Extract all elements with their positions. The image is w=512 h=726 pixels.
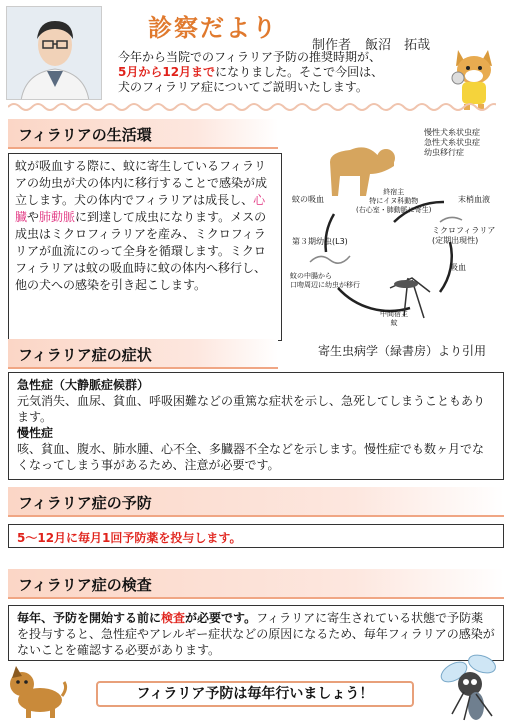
diagram-suck: 吸血 xyxy=(450,263,466,272)
test-text: フィラリアに寄生されている状態で予防薬を投与すると、急性症やアレルギー症状などの原因になるため、毎年フィラリアの感染がないことを確認する必要があります。 xyxy=(17,611,495,657)
intro-line-2-rest: になりました。そこで今回は、 xyxy=(215,65,384,79)
diagram-peripheral: 末梢血液 xyxy=(458,195,490,204)
test-lead-1: 毎年、予防を開始する前に xyxy=(17,611,162,625)
intro-highlight: 5月から12月まで xyxy=(118,65,216,79)
author-role: 制作者 xyxy=(312,38,352,53)
symptoms-text-box xyxy=(8,372,504,480)
mosquito-illustration-icon xyxy=(434,650,508,724)
closing-banner: フィラリア予防は毎年行いましょう！ xyxy=(96,681,414,707)
chronic-text: 咳、貧血、腹水、肺水腫、心不全、多臓器不全などを示します。慢性症でも数ヶ月でなくなってしまう事があるため、注意が必要です。 xyxy=(17,442,485,472)
lifecycle-text-2: に到達して成虫になります。メスの成虫はミクロフィラリアを産み、ミクロフィラリアが血流にのって全身を循環します。ミクロフィラリアは蚊の吸血時に蚊の体内へ移行し、他の犬への感染を引き起こします。 xyxy=(15,210,267,292)
decorative-divider xyxy=(8,101,496,113)
intro-line-3: 犬のフィラリア症についてご説明いたします。 xyxy=(118,80,368,94)
diagram-microfilaria: ミクロフィラリア (定期出現性) xyxy=(432,226,496,245)
diagram-host: 終宿主 特にイヌ科動物 (右心室・肺動脈に寄生) xyxy=(356,188,432,214)
section4-heading-text: フィラリア症の検査 xyxy=(18,576,152,594)
diagram-dog-labels: 慢性犬糸状虫症 急性犬糸状虫症 幼虫移行症 xyxy=(424,128,480,157)
test-lead-red: 検査 xyxy=(161,611,186,625)
diagram-intermediate: 中間宿主 蚊 xyxy=(380,310,408,327)
lifecycle-text-box xyxy=(8,153,282,341)
section2-heading-text: フィラリア症の症状 xyxy=(18,346,152,364)
prevention-text-box: 5〜12月に毎月1回予防薬を投与します。 xyxy=(8,524,504,548)
artery-word: 肺動脈 xyxy=(39,210,76,224)
diagram-stage3: 第３期幼虫(L3) xyxy=(292,237,348,246)
lifecycle-diagram xyxy=(290,122,508,334)
chronic-title: 慢性症 xyxy=(17,426,54,440)
intro-line-1: 今年から当院でのフィラリア予防の推奨時期が、 xyxy=(118,50,382,64)
diagram-bite: 蚊の吸血 xyxy=(292,195,324,204)
author-photo xyxy=(6,6,102,100)
intro-text xyxy=(118,50,448,95)
test-lead-2: が必要です。 xyxy=(185,611,257,625)
acute-title: 急性症（大静脈症候群） xyxy=(17,378,150,392)
dog-illustration-icon xyxy=(6,660,68,722)
section-heading-test xyxy=(8,569,504,599)
heart-word: 心臓 xyxy=(15,193,266,224)
lifecycle-text-1: 蚊が吸血する際に、蚊に寄生しているフィラリアの幼虫が犬の体内に移行することで感染が成立します。犬の体内でフィラリアは成長し、 xyxy=(15,159,268,207)
diagram-mouth: 蚊の中腸から 口吻周辺に幼虫が移行 xyxy=(290,272,360,289)
section-heading-symptoms xyxy=(8,339,278,369)
acute-text: 元気消失、血尿、貧血、呼吸困難などの重篤な症状を示し、急死してしまうこともあります。 xyxy=(17,394,486,424)
intro-line-2 xyxy=(118,65,448,80)
section-heading-prevention xyxy=(8,487,504,517)
author-name: 飯沼 拓哉 xyxy=(365,38,431,53)
page-title: 診察だより xyxy=(148,14,278,42)
citation: 寄生虫病学（緑書房）より引用 xyxy=(318,344,487,358)
lifecycle-conjunction: や xyxy=(27,210,40,224)
section1-heading-text: フィラリアの生活環 xyxy=(18,126,152,144)
section-heading-lifecycle xyxy=(8,119,278,149)
test-text-box xyxy=(8,605,504,661)
section3-heading-text: フィラリア症の予防 xyxy=(18,494,152,512)
